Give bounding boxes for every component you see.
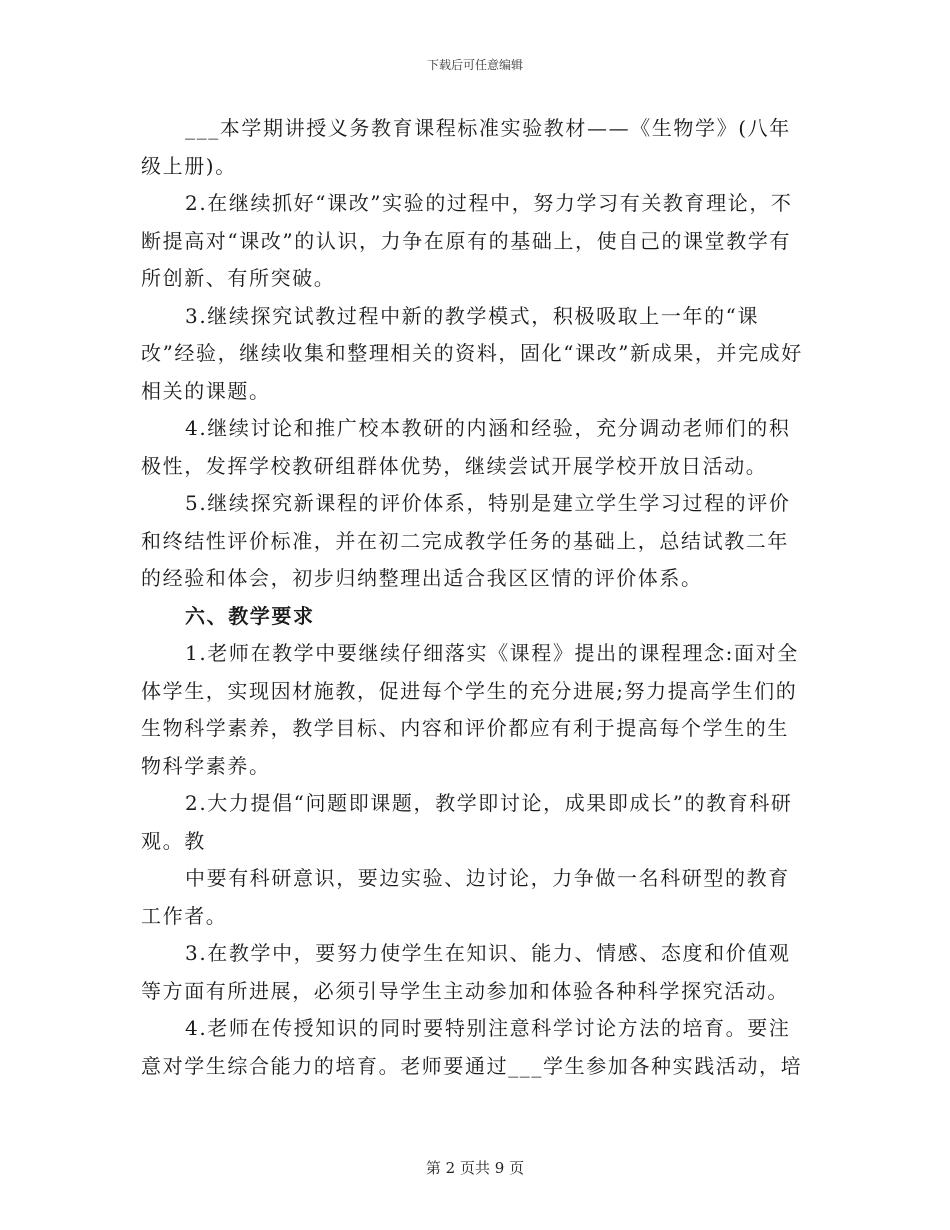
paragraph-req-1: 1.老师在教学中要继续仔细落实《课程》提出的课程理念:面对全体学生，实现因材施教，促进每个学生的充分进展;努力提高学生们的生物科学素养，教学目标、内容和评价都应有利于提高每个学生的生物科学素养。 [141,641,799,778]
paragraph-item-3: 3.继续探究试教过程中新的教学模式，积极吸取上一年的“课改”经验，继续收集和整理相关的资料，固化“课改”新成果，并完成好相关的课题。 [141,303,803,403]
paragraph-req-2: 2.大力提倡“问题即课题，教学即讨论，成果即成长”的教育科研观。教 [141,791,793,853]
page-header: 下载后可任意编辑 [426,58,523,72]
document-body [141,110,805,1085]
paragraph-item-5: 5.继续探究新课程的评价体系，特别是建立学生学习过程的评价和终结性评价标准，并在初二完成教学任务的基础上，总结试教二年的经验和体会，初步归纳整理出适合我区区情的评价体系。 [141,491,791,590]
paragraph-intro: ___本学期讲授义务教育课程标准实验教材——《生物学》(八年级上册)。 [141,116,791,178]
paragraph-item-4: 4.继续讨论和推广校本教研的内涵和经验，充分调动老师们的积极性，发挥学校教研组群体优势，继续尝试开展学校开放日活动。 [141,416,791,478]
paragraph-req-2-cont: 中要有科研意识，要边实验、边讨论，力争做一名科研型的教育工作者。 [141,866,790,928]
page-footer: 第 2 页共 9 页 [425,1159,525,1177]
paragraph-req-4: 4.老师在传授知识的同时要特别注意科学讨论方法的培育。要注意对学生综合能力的培育。老师要通过___学生参加各种实践活动，培 [141,1016,803,1078]
paragraph-req-3: 3.在教学中，要努力使学生在知识、能力、情感、态度和价值观等方面有所进展，必须引导学生主动参加和体验各种科学探究活动。 [141,941,791,1003]
paragraph-item-2: 2.在继续抓好“课改”实验的过程中，努力学习有关教育理论，不断提高对“课改”的认识，力争在原有的基础上，使自己的课堂教学有所创新、有所突破。 [141,191,793,290]
section-heading: 六、教学要求 [185,603,315,628]
